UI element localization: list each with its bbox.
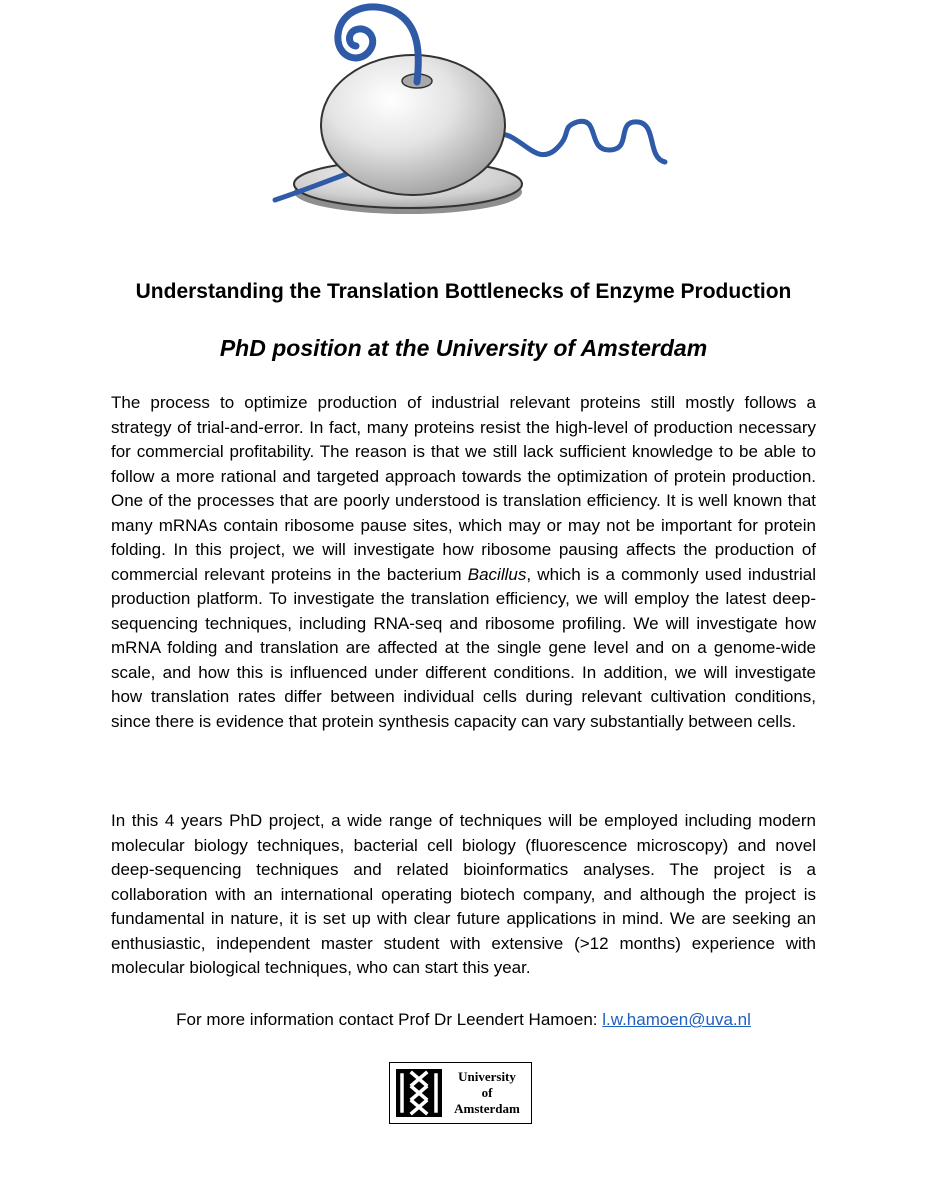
paragraph-text: The process to optimize production of industrial relevant proteins still mostly follows a strategy of trial-and-error. In fact, many proteins resist the high-level of production necessary for commercial profitability. The reason is that we still lack sufficient knowledge to be able to follow a more rational and targeted approach towards the optimization of protein production. One of the processes that are poorly understood is translation efficiency. It is well known that many mRNAs contain ribosome pause sites, which may or may not be important for protein folding. In this project, we will investigate how ribosome pausing affects the production of commercial relevant proteins in the bacterium (111, 393, 816, 584)
logo-line: University (458, 1069, 516, 1084)
document-subtitle: PhD position at the University of Amsterdam (219, 335, 708, 361)
ribosome-illustration (255, 0, 695, 240)
contact-text: For more information contact Prof Dr Leendert Hamoen: (176, 1010, 603, 1029)
description-paragraph (111, 391, 816, 734)
organism-name: Bacillus (467, 564, 527, 584)
large-subunit (321, 55, 505, 195)
paragraph-text: , which is a commonly used industrial production platform. To investigate the translation efficiency, we will employ the latest deep-sequencing techniques, including RNA-seq and ribosome profiling. We will investigate how mRNA folding and translation are affected at the single gene level and on a genome-wide scale, and how this is influenced under different conditions. In addition, we will investigate how translation rates differ between individual cells during relevant cultivation conditions, since there is evidence that protein synthesis capacity can vary substantially between cells. (111, 564, 816, 731)
logo-wordmark (446, 1069, 528, 1117)
logo-line: of (481, 1085, 493, 1100)
document-title: Understanding the Translation Bottlenecks of Enzyme Production (135, 280, 792, 303)
logo-line: Amsterdam (454, 1101, 520, 1116)
uva-emblem-icon (396, 1069, 442, 1117)
project-paragraph: In this 4 years PhD project, a wide range of techniques will be employed including modern molecular biology techniques, bacterial cell biology (fluorescence microscopy) and novel deep-sequencing techniques and related bioinformatics analyses. The project is a collaboration with an international operating biotech company, and although the project is fundamental in nature, it is set up with clear future applications in mind. We are seeking an enthusiastic, independent master student with extensive (>12 months) experience with molecular biological techniques, who can start this year. (111, 811, 816, 977)
contact-line (0, 1008, 927, 1032)
contact-email-link[interactable]: l.w.hamoen@uva.nl (602, 1010, 751, 1029)
university-logo (389, 1062, 532, 1124)
